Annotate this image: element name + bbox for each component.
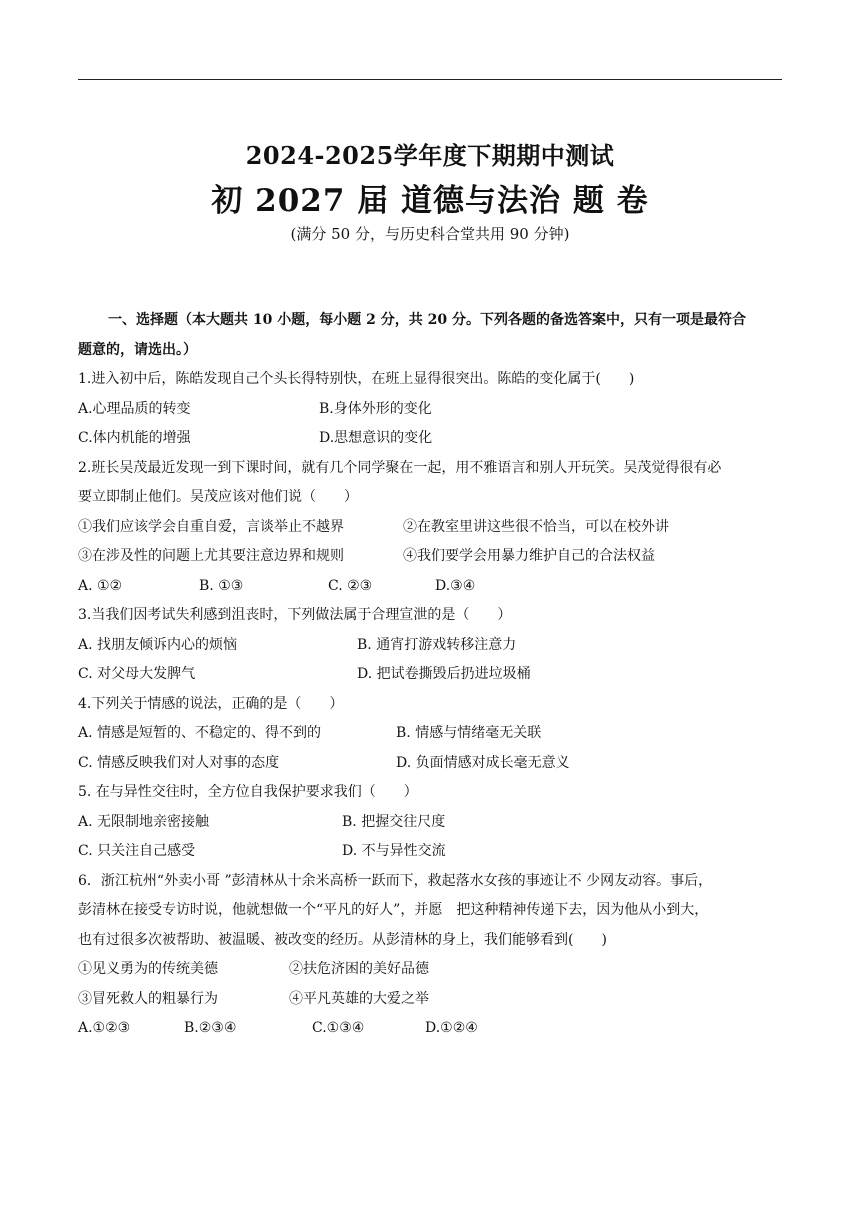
question-2-statement-1: ①我们应该学会自重自爱，言谈举止不越界 xyxy=(78,518,344,535)
question-1-stem: 1.进入初中后，陈皓发现自己个头长得特别快，在班上显得很突出。陈皓的变化属于( ) xyxy=(78,371,635,387)
question-1-option-b: B.身体外形的变化 xyxy=(319,400,432,417)
question-4-stem: 4.下列关于情感的说法，正确的是（ ） xyxy=(78,695,344,712)
question-4-option-b: B. 情感与情绪毫无关联 xyxy=(396,725,542,741)
question-2-stem-cont: 要立即制止他们。吴茂应该对他们说（ ） xyxy=(78,489,358,505)
section-heading: 一、选择题（本大题共 10 小题，每小题 2 分，共 20 分。下列各题的备选答案中，只有一项是最符合 xyxy=(108,312,746,328)
question-6-statements-row1 xyxy=(78,955,784,985)
question-5-option-a: A. 无限制地亲密接触 xyxy=(78,813,210,830)
question-1-option-c: C.体内机能的增强 xyxy=(78,430,191,446)
question-3-option-a: A. 找朋友倾诉内心的烦恼 xyxy=(78,636,238,653)
question-5-option-b: B. 把握交往尺度 xyxy=(342,813,446,830)
question-4-option-a: A. 情感是短暂的、不稳定的、得不到的 xyxy=(78,725,322,741)
question-4-option-c: C. 情感反映我们对人对事的态度 xyxy=(78,754,280,771)
question-2-statement-2: ②在教室里讲这些很不恰当，可以在校外讲 xyxy=(403,518,669,535)
question-3-option-d: D. 把试卷撕毁后扔进垃圾桶 xyxy=(357,666,531,682)
question-6-option-b: B.②③④ xyxy=(184,1020,237,1036)
question-3-option-c: C. 对父母大发脾气 xyxy=(78,666,196,682)
question-1-option-d: D.思想意识的变化 xyxy=(319,430,433,446)
question-1-option-a: A.心理品质的转变 xyxy=(78,400,191,417)
question-5-options-row2 xyxy=(78,837,784,867)
question-6-stem-cont-1: 彭清林在接受专访时说，他就想做一个“平凡的好人”，并愿 把这种精神传递下去，因为他从小到大， xyxy=(78,902,709,918)
question-6-stem: 6．浙江杭州“外卖小哥 ”彭清林从十余米高桥一跃而下，救起落水女孩的事迹让不 少网友动容。事后， xyxy=(78,872,713,889)
exam-subtitle: (满分 50 分，与历史科合堂共用 90 分钟) xyxy=(290,225,570,243)
question-6-statement-3: ③冒死救人的粗暴行为 xyxy=(78,990,218,1007)
question-5-option-c: C. 只关注自己感受 xyxy=(78,843,196,859)
question-6-statement-4: ④平凡英雄的大爱之举 xyxy=(289,990,429,1007)
question-4-options-row1 xyxy=(78,719,784,749)
question-6-option-a: A.①②③ xyxy=(78,1020,131,1036)
question-6-option-c: C.①③④ xyxy=(312,1020,365,1036)
question-3-options-row1 xyxy=(78,631,784,661)
question-6-statement-1: ①见义勇为的传统美德 xyxy=(78,961,218,977)
question-1-options-row1 xyxy=(78,395,784,425)
question-5-stem: 5. 在与异性交往时，全方位自我保护要求我们（ ） xyxy=(78,784,418,800)
question-2-statements-row2 xyxy=(78,542,784,572)
question-6-statements-row2 xyxy=(78,985,784,1015)
question-5-option-d: D. 不与异性交流 xyxy=(342,843,446,859)
exam-title: 2024-2025学年度下期期中测试 xyxy=(245,141,615,170)
question-2-statement-3: ③在涉及性的问题上尤其要注意边界和规则 xyxy=(78,548,344,564)
question-2-option-a: A. ①② xyxy=(78,577,123,594)
header-rule xyxy=(78,79,782,80)
question-2-option-b: B. ①③ xyxy=(199,577,244,594)
question-6-statement-2: ②扶危济困的美好品德 xyxy=(289,961,429,977)
question-4-options-row2 xyxy=(78,749,784,779)
exam-subject-title: 初 2027 届 道德与法治 题 卷 xyxy=(211,183,649,219)
question-3-options-row2 xyxy=(78,660,784,690)
question-5-options-row1 xyxy=(78,808,784,838)
question-3-option-b: B. 通宵打游戏转移注意力 xyxy=(357,636,517,653)
question-1-options-row2 xyxy=(78,424,784,454)
question-2-options xyxy=(78,572,784,602)
question-6-stem-cont-2: 也有过很多次被帮助、被温暖、被改变的经历。从彭清林的身上，我们能够看到( ) xyxy=(78,931,607,948)
section-heading-cont: 题意的，请选出。） xyxy=(78,341,197,358)
question-3-stem: 3.当我们因考试失利感到沮丧时，下列做法属于合理宣泄的是（ ） xyxy=(78,607,512,623)
question-6-option-d: D.①②④ xyxy=(425,1020,478,1036)
question-2-statement-4: ④我们要学会用暴力维护自己的合法权益 xyxy=(403,548,655,564)
question-4-option-d: D. 负面情感对成长毫无意义 xyxy=(396,754,570,771)
question-6-options xyxy=(78,1014,784,1044)
question-2-option-c: C. ②③ xyxy=(328,577,373,594)
question-2-statements-row1 xyxy=(78,513,784,543)
question-2-option-d: D.③④ xyxy=(435,577,476,594)
exam-content xyxy=(78,306,784,1044)
question-2-stem: 2.班长吴茂最近发现一到下课时间，就有几个同学聚在一起，用不雅语言和别人开玩笑。吴茂觉得很有必 xyxy=(78,459,722,476)
